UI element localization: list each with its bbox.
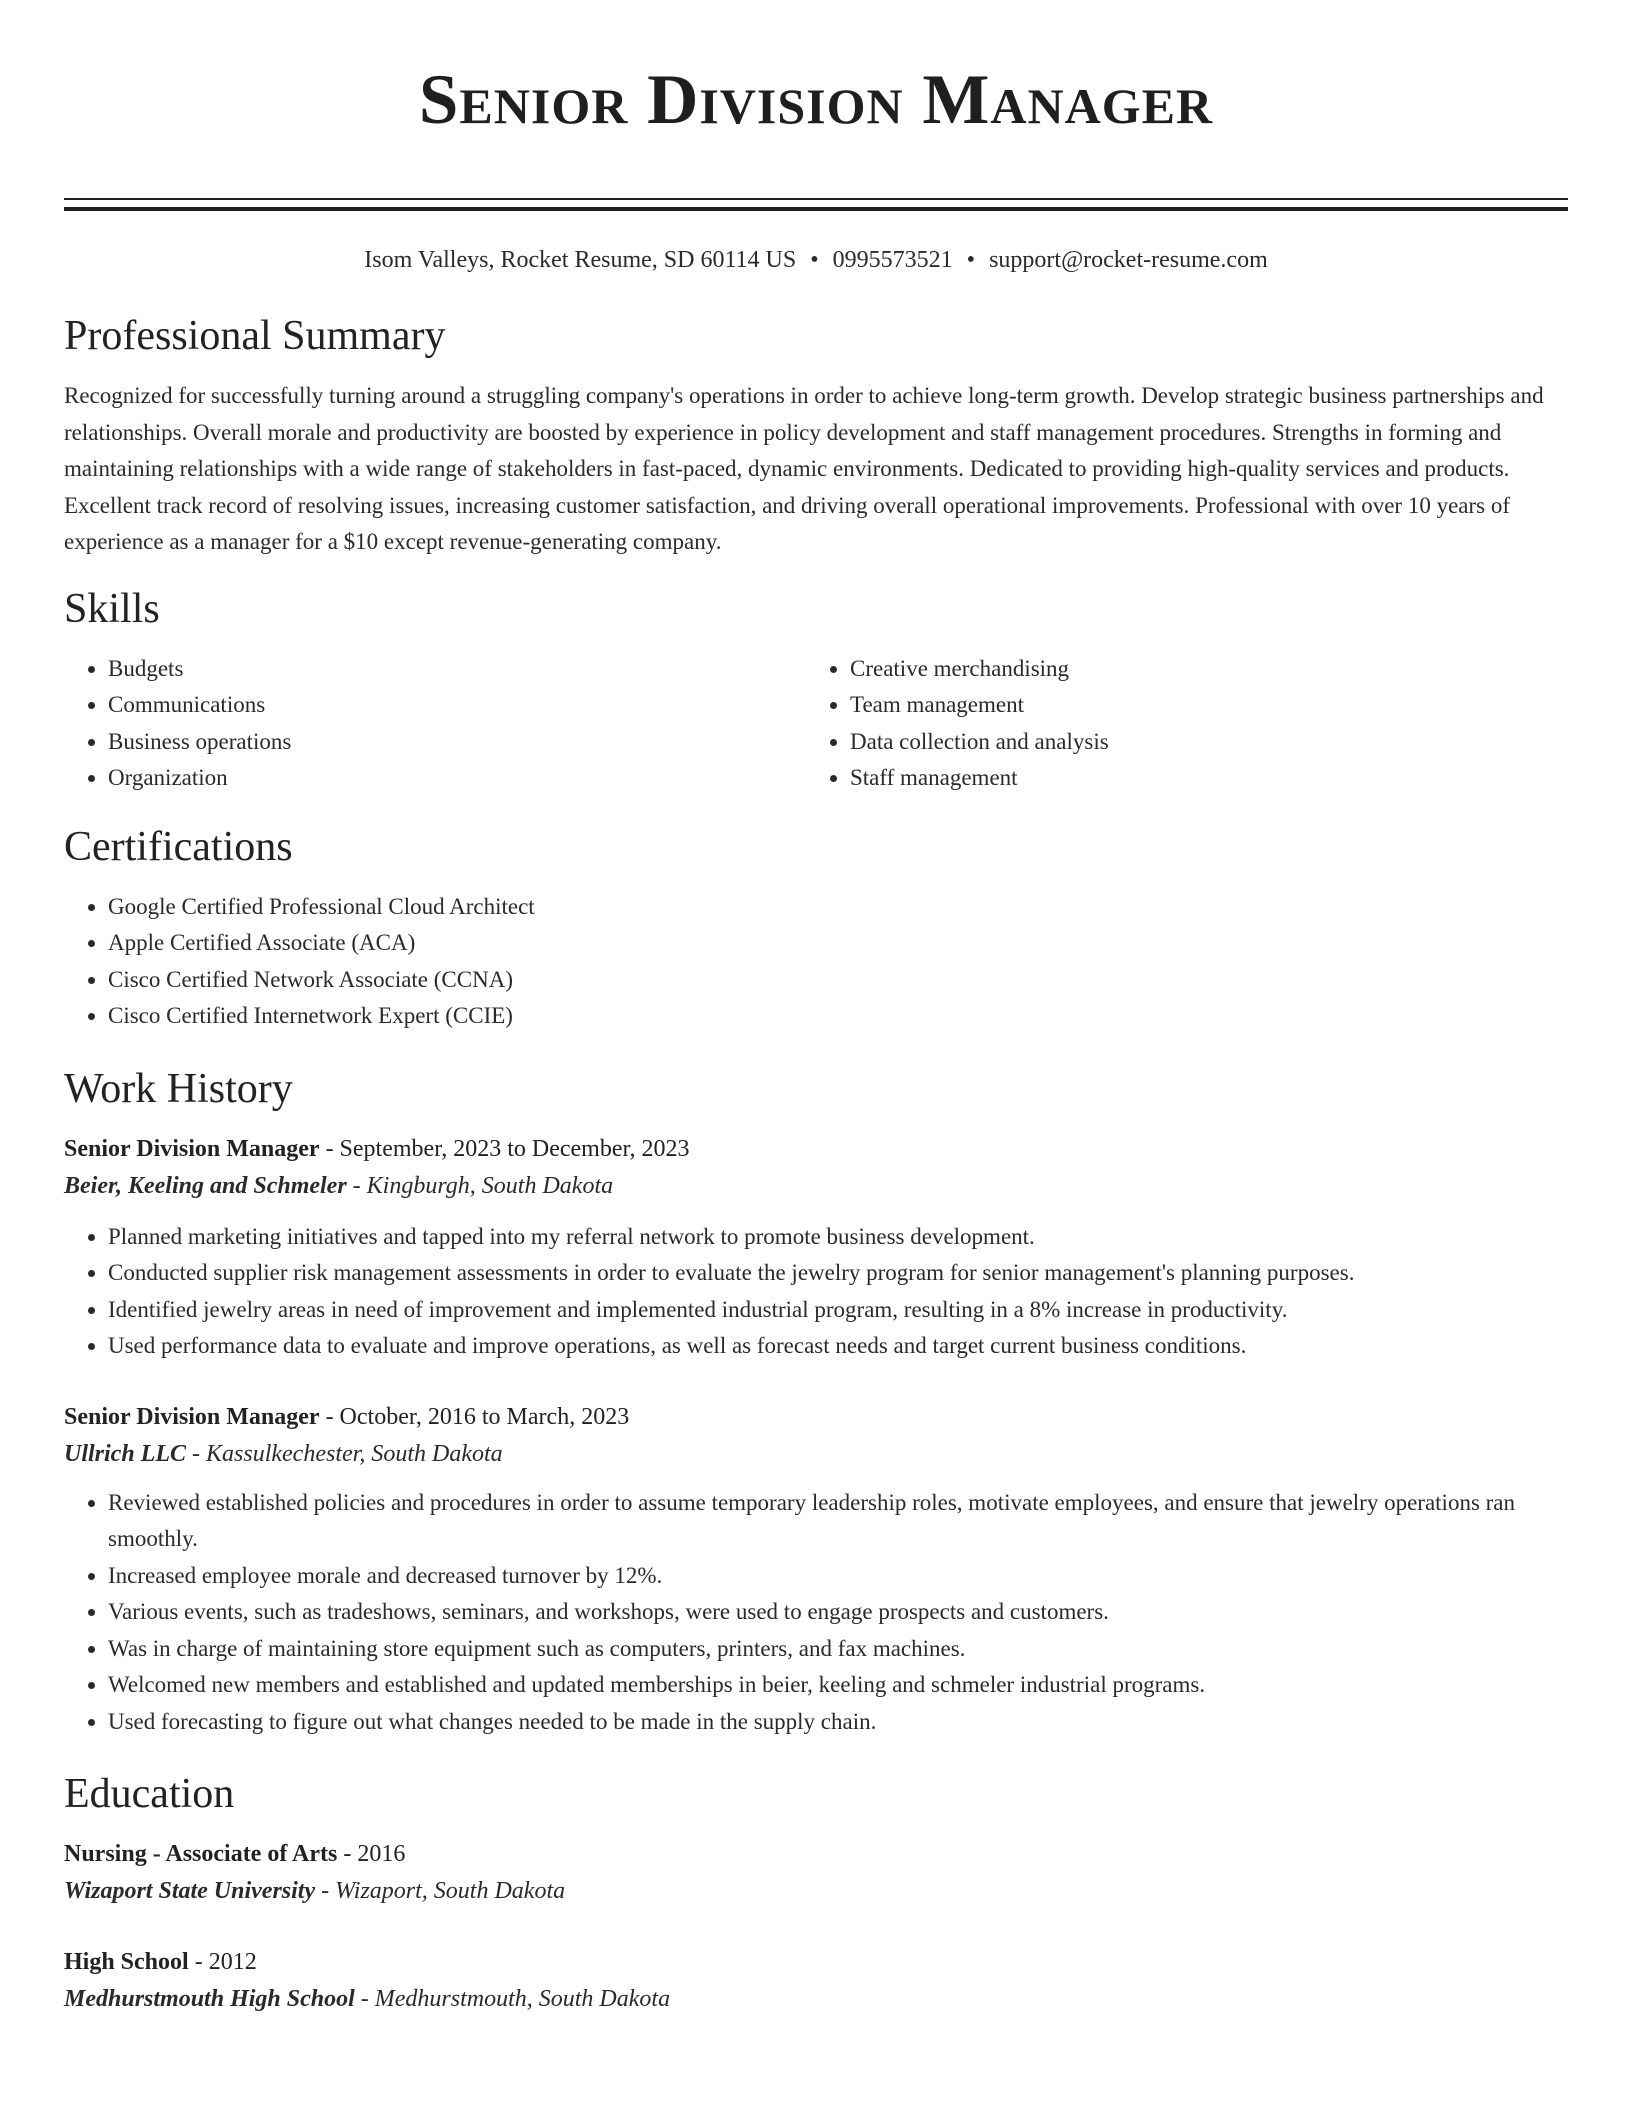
education-year: - 2016 — [337, 1841, 406, 1867]
certification-item: • Cisco Certified Internetwork Expert (CCIE) — [108, 998, 1568, 1035]
summary-text: Recognized for successfully turning around a struggling company's operations in order to achieve long-term growth. Develop strategic business partnerships and relationships. Overall morale and productivity are boosted by experience in policy development and staff management procedures. Strengths in forming and maintaining relationships with a wide range of stakeholders in fast-paced, dynamic environments. Dedicated to providing high-quality services and products. Excellent track record of resolving issues, increasing customer satisfaction, and driving overall operational improvements. Professional with over 10 years of experience as a manager for a $10 except revenue-generating company. — [64, 383, 1544, 554]
job-bullet: • Welcomed new members and established and updated memberships in beier, keeling and schmeler industrial programs. — [108, 1667, 1568, 1704]
certification-item: • Google Certified Professional Cloud Architect — [108, 889, 1568, 926]
contact-address: Isom Valleys, Rocket Resume, SD 60114 US — [364, 247, 797, 273]
education-degree-line — [64, 1836, 1568, 1872]
job-bullet: • Used forecasting to figure out what changes needed to be made in the supply chain. — [108, 1704, 1568, 1741]
skill-item: • Data collection and analysis — [850, 724, 1548, 761]
education-heading: Education — [64, 1771, 235, 1817]
contact-phone: 0995573521 — [832, 247, 953, 273]
job-company-line — [64, 1167, 1568, 1205]
education-entry — [64, 1944, 1568, 2018]
job-bullets — [64, 1485, 1568, 1741]
job-entry — [64, 1399, 1568, 1741]
job-title-line — [64, 1131, 1568, 1167]
skill-item: • Budgets — [108, 651, 806, 688]
job-entry — [64, 1131, 1568, 1365]
skill-item: • Organization — [108, 760, 806, 797]
candidate-name: Senior Division Manager — [418, 61, 1214, 139]
education-school: Medhurstmouth High School — [64, 1986, 355, 2012]
job-bullet: • Used performance data to evaluate and improve operations, as well as forecast needs and target current business conditions. — [108, 1328, 1568, 1365]
education-degree: High School — [64, 1949, 189, 1975]
job-location: - Kassulkechester, South Dakota — [186, 1440, 503, 1467]
contact-separator: • — [810, 247, 819, 273]
skills-grid — [64, 651, 1568, 797]
skill-item: • Business operations — [108, 724, 806, 761]
skill-item: • Creative merchandising — [850, 651, 1548, 688]
education-school-line — [64, 1872, 1568, 1910]
education-location: - Wizaport, South Dakota — [315, 1878, 566, 1904]
summary-heading: Professional Summary — [64, 313, 446, 359]
education-entry — [64, 1836, 1568, 1910]
job-dates: - October, 2016 to March, 2023 — [319, 1403, 630, 1430]
job-company: Beier, Keeling and Schmeler — [64, 1172, 347, 1199]
certification-item: • Apple Certified Associate (ACA) — [108, 925, 1568, 962]
job-bullet: • Conducted supplier risk management assessments in order to evaluate the jewelry program for senior management's planning purposes. — [108, 1255, 1568, 1292]
certification-item: • Cisco Certified Network Associate (CCNA) — [108, 962, 1568, 999]
job-company-line — [64, 1435, 1568, 1473]
job-location: - Kingburgh, South Dakota — [346, 1172, 614, 1199]
job-dates: - September, 2023 to December, 2023 — [319, 1135, 690, 1162]
work-history-heading: Work History — [64, 1065, 293, 1112]
certifications-heading: Certifications — [64, 823, 293, 870]
contact-separator: • — [966, 247, 976, 273]
job-title: Senior Division Manager — [64, 1403, 320, 1430]
education-school-line — [64, 1980, 1568, 2018]
header-rule-thin — [64, 198, 1568, 200]
education-year: - 2012 — [188, 1949, 257, 1975]
job-bullet: • Increased employee morale and decreased turnover by 12%. — [108, 1558, 1568, 1595]
skills-heading: Skills — [64, 585, 160, 632]
education-degree-line — [64, 1944, 1568, 1980]
skill-item: • Communications — [108, 687, 806, 724]
job-bullet: • Reviewed established policies and procedures in order to assume temporary leadership roles, motivate employees, and ensure that jewelry operations ran smoothly. — [108, 1485, 1568, 1558]
skill-item: • Staff management — [850, 760, 1548, 797]
education-location: - Medhurstmouth, South Dakota — [354, 1986, 671, 2012]
job-bullet: • Identified jewelry areas in need of improvement and implemented industrial program, resulting in a 8% increase in productivity. — [108, 1292, 1568, 1329]
header-rule-thick — [64, 207, 1568, 211]
contact-email: support@rocket-resume.com — [989, 247, 1268, 273]
education-degree: Nursing - Associate of Arts — [64, 1841, 338, 1867]
education-school: Wizaport State University — [64, 1878, 316, 1904]
job-bullet: • Various events, such as tradeshows, seminars, and workshops, were used to engage prospects and customers. — [108, 1594, 1568, 1631]
skill-item: • Team management — [850, 687, 1548, 724]
job-bullet: • Was in charge of maintaining store equipment such as computers, printers, and fax machines. — [108, 1631, 1568, 1668]
job-title: Senior Division Manager — [64, 1135, 320, 1162]
skills-list-left — [64, 651, 806, 797]
job-bullets — [64, 1219, 1568, 1365]
job-bullet: • Planned marketing initiatives and tapped into my referral network to promote business development. — [108, 1219, 1568, 1256]
job-title-line — [64, 1399, 1568, 1435]
certifications-list — [64, 889, 1568, 1035]
contact-line — [64, 244, 1568, 276]
skills-list-right — [806, 651, 1548, 797]
job-company: Ullrich LLC — [64, 1440, 187, 1467]
